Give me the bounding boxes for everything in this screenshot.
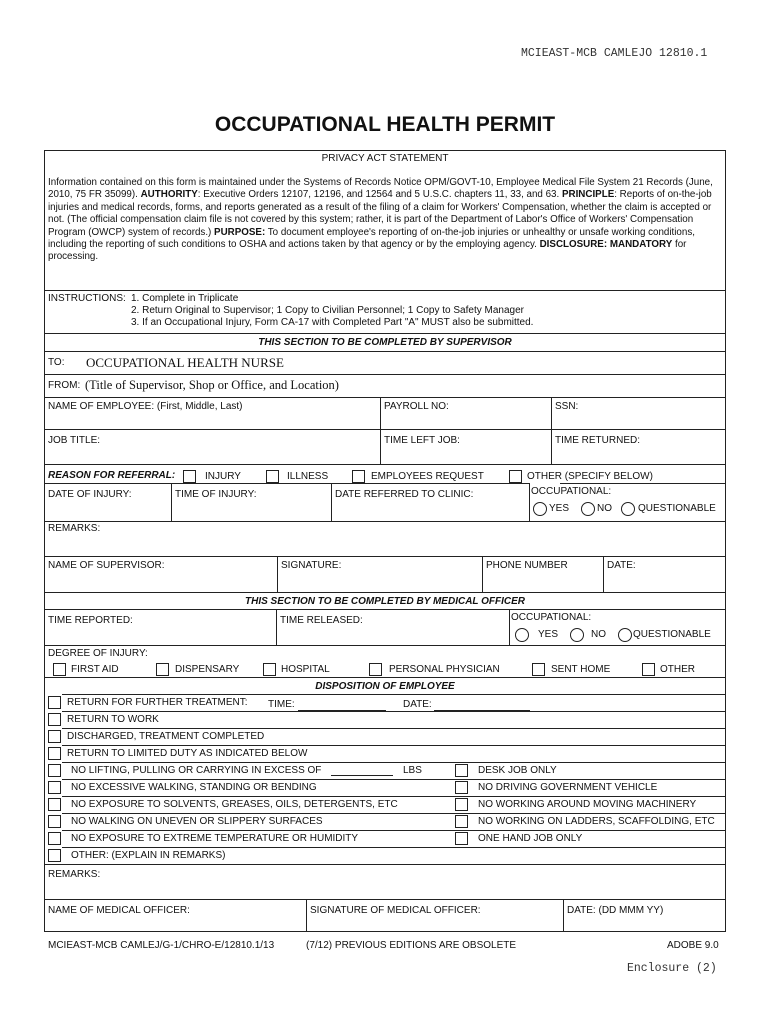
- medical-officer-date-field[interactable]: DATE: (DD MMM YY): [567, 905, 664, 916]
- document-reference: MCIEAST-MCB CAMLEJO 12810.1: [521, 47, 708, 60]
- other-degree-label: OTHER: [660, 664, 695, 675]
- medical-yes-radio[interactable]: [515, 628, 529, 642]
- to-field[interactable]: OCCUPATIONAL HEALTH NURSE: [86, 355, 284, 370]
- instruction-item: 3. If an Occupational Injury, Form CA-17 with Completed Part "A" MUST also be submitted.: [131, 317, 534, 328]
- medical-yes-label: YES: [538, 629, 559, 640]
- no-label: NO: [597, 503, 612, 514]
- occupational-no-radio[interactable]: [581, 502, 595, 516]
- sent-home-checkbox[interactable]: [532, 663, 545, 676]
- other-degree-checkbox[interactable]: [642, 663, 655, 676]
- medical-no-radio[interactable]: [570, 628, 584, 642]
- privacy-heading: PRIVACY ACT STATEMENT: [321, 153, 449, 164]
- no-solvents-label: NO EXPOSURE TO SOLVENTS, GREASES, OILS, DETERGENTS, ETC: [71, 799, 398, 810]
- time-released-field[interactable]: TIME RELEASED:: [280, 615, 363, 626]
- form-number: MCIEAST-MCB CAMLEJ/G-1/CHRO-E/12810.1/13: [48, 940, 275, 951]
- return-work-checkbox[interactable]: [48, 713, 61, 726]
- instruction-item: 1. Complete in Triplicate: [131, 293, 239, 304]
- limited-duty-label: RETURN TO LIMITED DUTY AS INDICATED BELOW: [67, 748, 308, 759]
- no-driving-checkbox[interactable]: [455, 781, 468, 794]
- payroll-field[interactable]: PAYROLL NO:: [384, 401, 449, 412]
- return-time-label: TIME:: [268, 699, 295, 710]
- medical-questionable-label: QUESTIONABLE: [633, 629, 711, 640]
- sent-home-label: SENT HOME: [551, 664, 611, 675]
- medical-section-title: THIS SECTION TO BE COMPLETED BY MEDICAL OFFICER: [244, 596, 526, 607]
- injury-checkbox[interactable]: [183, 470, 196, 483]
- yes-label: YES: [549, 503, 570, 514]
- no-excessive-walking-label: NO EXCESSIVE WALKING, STANDING OR BENDING: [71, 782, 317, 793]
- other-disposition-label: OTHER: (EXPLAIN IN REMARKS): [71, 850, 226, 861]
- dispensary-label: DISPENSARY: [175, 664, 240, 675]
- supervisor-remarks-field[interactable]: [45, 536, 725, 555]
- from-label: FROM:: [48, 380, 81, 391]
- employees-request-checkbox[interactable]: [352, 470, 365, 483]
- ssn-field[interactable]: SSN:: [555, 401, 579, 412]
- personal-physician-label: PERSONAL PHYSICIAN: [389, 664, 500, 675]
- privacy-statement: Information contained on this form is maintained under the Systems of Records Notice OPM/GOVT-10, Employee Medical File System 21 Records (June, 2010, 75 FR 35099). AUTHORITY: Executive Orders 12107, 12196, and 12564 and 5 U.S.C. chapters 11, 33, and 63. PRINCIPLE: Reports of on-the-job injuries and medical records, forms, and reports generated as a result of the filing of a claim for Workers' Compensation, whether the claim is accepted or not. (The official compensation claim file is not covered by this system; rather, it is part of the Department of Labor's Office of Workers' Compensation Program (OWCP) system of records.) PURPOSE: To document employee's reporting of on-the-job injuries or unhealthy or unsafe working conditions, including the reporting of such conditions to OSHA and actions taken by that agency or by the employing agency. DISCLOSURE: MANDATORY for processing.: [48, 177, 713, 263]
- limited-duty-checkbox[interactable]: [48, 747, 61, 760]
- personal-physician-checkbox[interactable]: [369, 663, 382, 676]
- illness-checkbox[interactable]: [266, 470, 279, 483]
- reason-label: REASON FOR REFERRAL:: [48, 470, 176, 481]
- no-machinery-label: NO WORKING AROUND MOVING MACHINERY: [478, 799, 697, 810]
- employees-request-label: EMPLOYEES REQUEST: [371, 471, 484, 482]
- supervisor-section-title: THIS SECTION TO BE COMPLETED BY SUPERVISOR: [258, 337, 512, 348]
- injury-label: INJURY: [205, 471, 241, 482]
- no-driving-label: NO DRIVING GOVERNMENT VEHICLE: [478, 782, 658, 793]
- medical-officer-name-field[interactable]: NAME OF MEDICAL OFFICER:: [48, 905, 190, 916]
- no-solvents-checkbox[interactable]: [48, 798, 61, 811]
- time-of-injury-field[interactable]: TIME OF INJURY:: [175, 489, 257, 500]
- form-title: OCCUPATIONAL HEALTH PERMIT: [214, 113, 556, 136]
- return-date-label: DATE:: [403, 699, 432, 710]
- medical-questionable-radio[interactable]: [618, 628, 632, 642]
- no-uneven-label: NO WALKING ON UNEVEN OR SLIPPERY SURFACES: [71, 816, 323, 827]
- supervisor-name-field[interactable]: NAME OF SUPERVISOR:: [48, 560, 165, 571]
- to-label: TO:: [48, 357, 65, 368]
- date-of-injury-field[interactable]: DATE OF INJURY:: [48, 489, 132, 500]
- medical-officer-signature-field[interactable]: SIGNATURE OF MEDICAL OFFICER:: [310, 905, 481, 916]
- no-lifting-checkbox[interactable]: [48, 764, 61, 777]
- degree-label: DEGREE OF INJURY:: [48, 648, 148, 659]
- one-hand-checkbox[interactable]: [455, 832, 468, 845]
- desk-job-checkbox[interactable]: [455, 764, 468, 777]
- instructions-label: INSTRUCTIONS:: [48, 293, 126, 304]
- hospital-label: HOSPITAL: [281, 664, 330, 675]
- employee-name-field[interactable]: NAME OF EMPLOYEE: (First, Middle, Last): [48, 401, 243, 412]
- no-machinery-checkbox[interactable]: [455, 798, 468, 811]
- medical-occupational-label: OCCUPATIONAL:: [511, 612, 592, 623]
- return-further-checkbox[interactable]: [48, 696, 61, 709]
- previous-editions-note: (7/12) PREVIOUS EDITIONS ARE OBSOLETE: [306, 940, 517, 951]
- occupational-label: OCCUPATIONAL:: [531, 486, 612, 497]
- remarks-label: REMARKS:: [48, 523, 101, 534]
- job-title-field[interactable]: JOB TITLE:: [48, 435, 101, 446]
- supervisor-signature-field[interactable]: SIGNATURE:: [281, 560, 342, 571]
- discharged-label: DISCHARGED, TREATMENT COMPLETED: [67, 731, 265, 742]
- no-extreme-temp-checkbox[interactable]: [48, 832, 61, 845]
- desk-job-label: DESK JOB ONLY: [478, 765, 557, 776]
- no-ladders-checkbox[interactable]: [455, 815, 468, 828]
- illness-label: ILLNESS: [287, 471, 329, 482]
- hospital-checkbox[interactable]: [263, 663, 276, 676]
- occupational-yes-radio[interactable]: [533, 502, 547, 516]
- supervisor-date-field[interactable]: DATE:: [607, 560, 636, 571]
- enclosure-label: Enclosure (2): [627, 962, 717, 975]
- occupational-questionable-radio[interactable]: [621, 502, 635, 516]
- no-uneven-checkbox[interactable]: [48, 815, 61, 828]
- first-aid-checkbox[interactable]: [53, 663, 66, 676]
- discharged-checkbox[interactable]: [48, 730, 61, 743]
- return-further-label: RETURN FOR FURTHER TREATMENT:: [67, 697, 248, 708]
- time-returned-field[interactable]: TIME RETURNED:: [555, 435, 640, 446]
- time-left-field[interactable]: TIME LEFT JOB:: [384, 435, 460, 446]
- lbs-label: LBS: [403, 765, 422, 776]
- no-ladders-label: NO WORKING ON LADDERS, SCAFFOLDING, ETC: [478, 816, 715, 827]
- no-lifting-label: NO LIFTING, PULLING OR CARRYING IN EXCESS OF: [71, 765, 322, 776]
- dispensary-checkbox[interactable]: [156, 663, 169, 676]
- first-aid-label: FIRST AID: [71, 664, 119, 675]
- questionable-label: QUESTIONABLE: [638, 503, 716, 514]
- instruction-item: 2. Return Original to Supervisor; 1 Copy to Civilian Personnel; 1 Copy to Safety Manager: [131, 305, 524, 316]
- time-reported-field[interactable]: TIME REPORTED:: [48, 615, 133, 626]
- medical-no-label: NO: [591, 629, 606, 640]
- return-work-label: RETURN TO WORK: [67, 714, 159, 725]
- date-referred-field[interactable]: DATE REFERRED TO CLINIC:: [335, 489, 474, 500]
- adobe-version: ADOBE 9.0: [667, 940, 719, 951]
- phone-number-field[interactable]: PHONE NUMBER: [486, 560, 568, 571]
- no-extreme-temp-label: NO EXPOSURE TO EXTREME TEMPERATURE OR HUMIDITY: [71, 833, 359, 844]
- other-disposition-checkbox[interactable]: [48, 849, 61, 862]
- medical-remarks-label: REMARKS:: [48, 869, 101, 880]
- disposition-title: DISPOSITION OF EMPLOYEE: [315, 681, 455, 692]
- other-label: OTHER (SPECIFY BELOW): [527, 471, 653, 482]
- medical-remarks-field[interactable]: [45, 882, 725, 898]
- no-excessive-walking-checkbox[interactable]: [48, 781, 61, 794]
- from-field[interactable]: (Title of Supervisor, Shop or Office, and Location): [85, 378, 339, 392]
- other-checkbox[interactable]: [509, 470, 522, 483]
- one-hand-label: ONE HAND JOB ONLY: [478, 833, 583, 844]
